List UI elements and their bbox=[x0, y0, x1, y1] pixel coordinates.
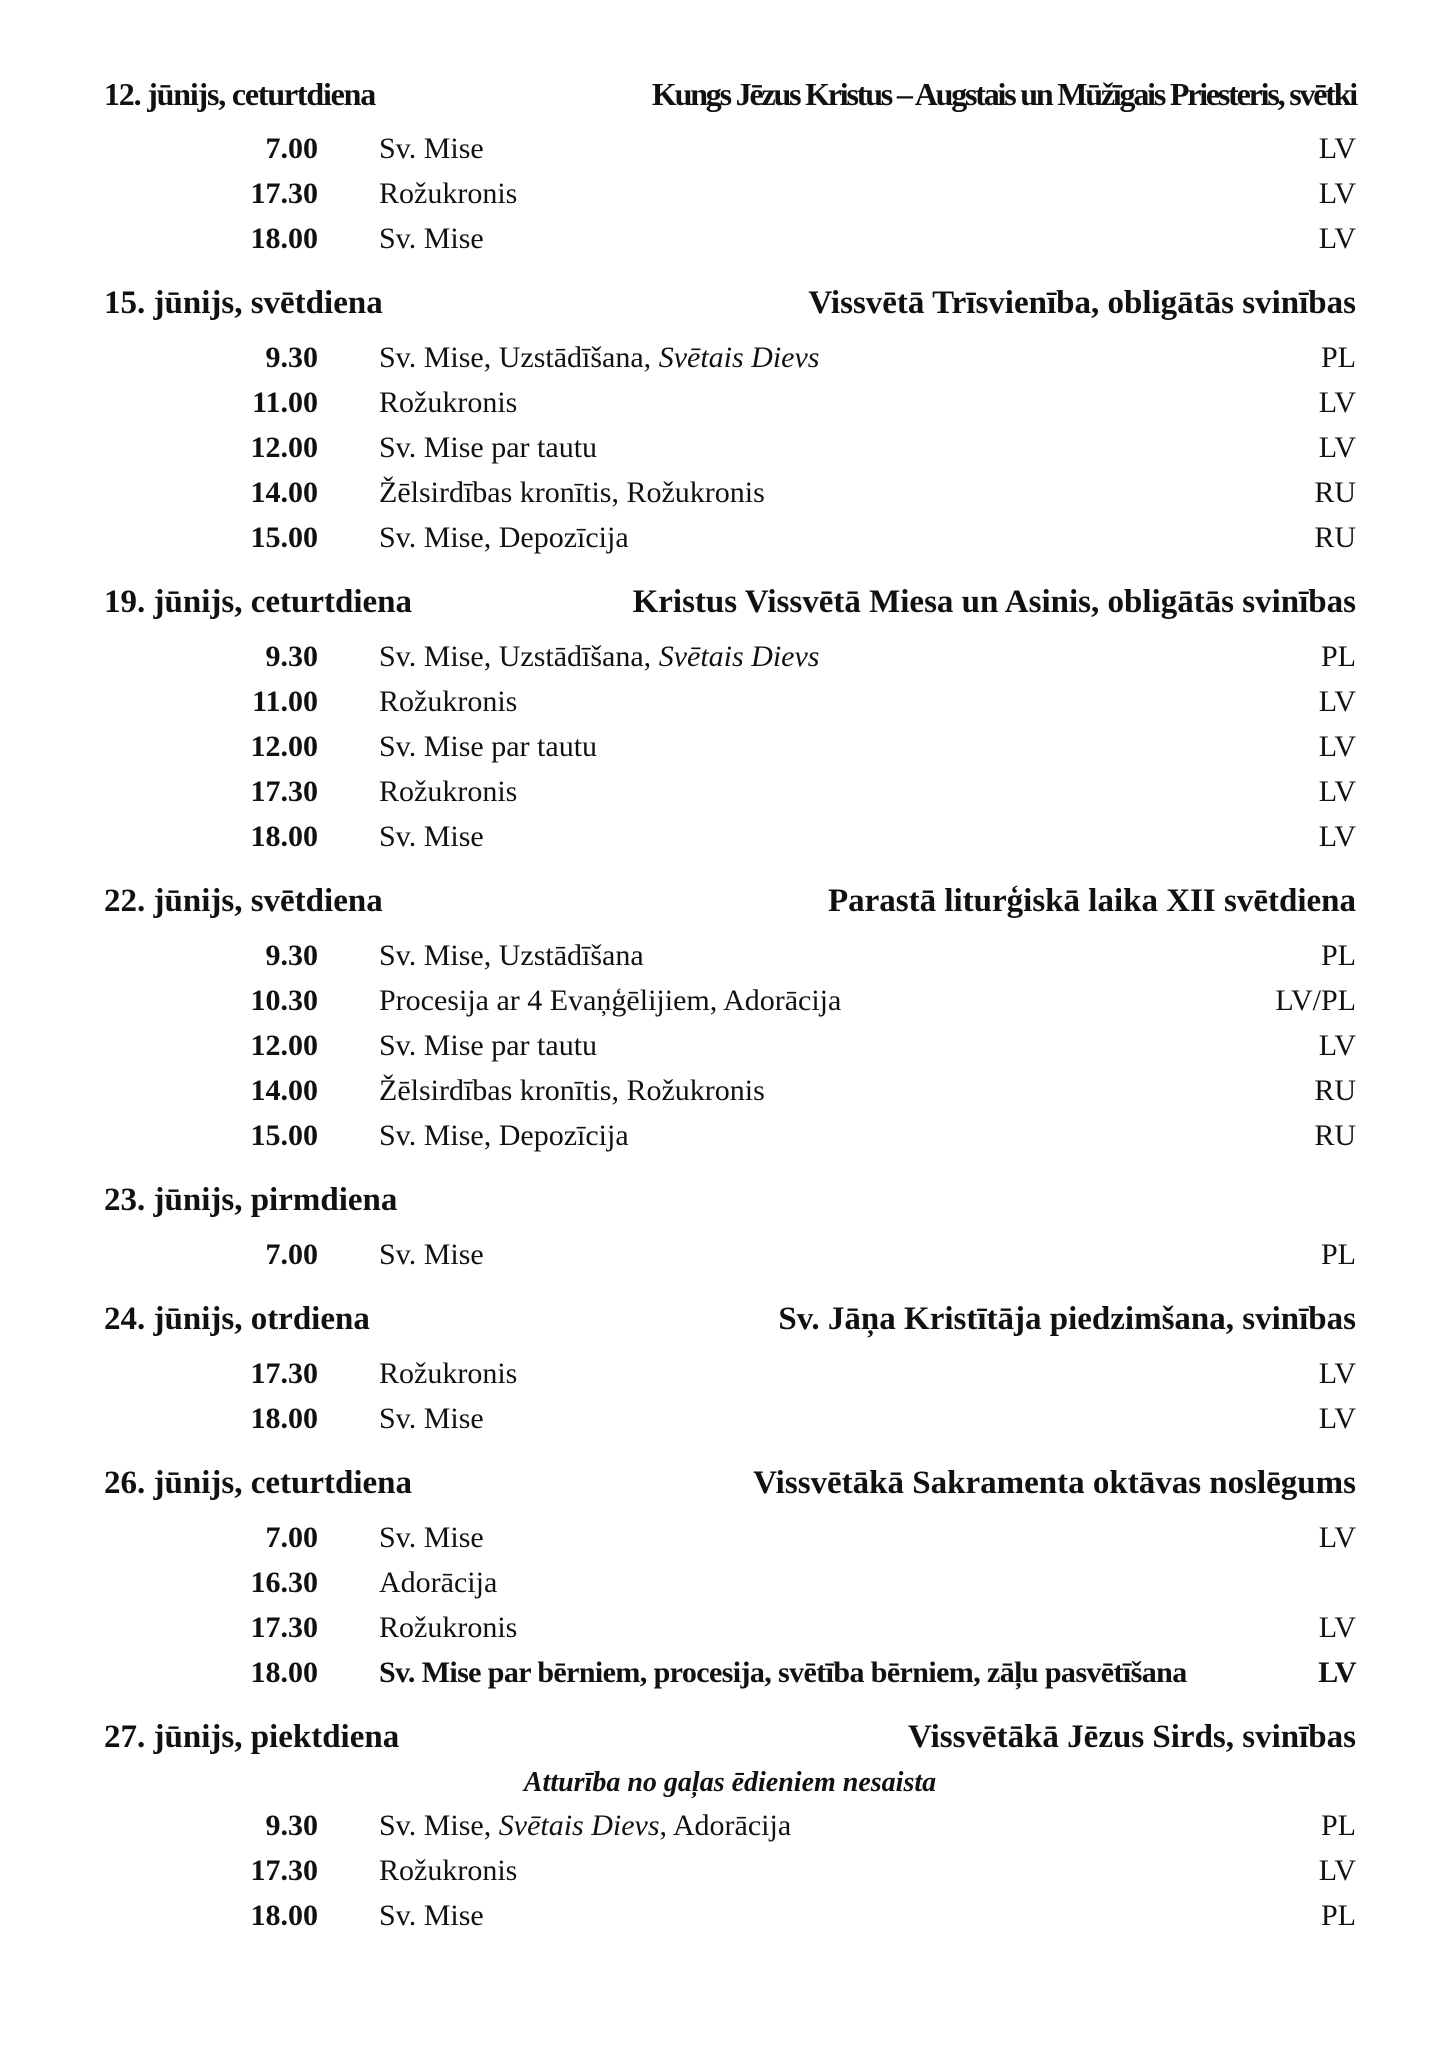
event-description-text: Sv. Mise par tautu bbox=[379, 431, 598, 464]
event-description bbox=[379, 634, 1321, 679]
event-language: PL bbox=[1320, 1809, 1356, 1842]
day-date: 27. jūnijs, piektdiena bbox=[104, 1719, 400, 1755]
event-description-italic: Svētais Dievs bbox=[658, 341, 820, 374]
event-description bbox=[379, 1351, 1319, 1396]
event-description-text: Rožukronis bbox=[379, 177, 518, 210]
event-time: 18.00 bbox=[250, 1402, 318, 1435]
event-time: 15.00 bbox=[250, 521, 318, 554]
event-description bbox=[379, 1848, 1319, 1893]
day-date: 24. jūnijs, otrdiena bbox=[104, 1301, 370, 1337]
event-row bbox=[104, 470, 1356, 515]
schedule-day bbox=[104, 875, 1356, 1158]
event-time: 18.00 bbox=[250, 820, 318, 853]
event-description-text: Rožukronis bbox=[379, 386, 518, 419]
event-language: PL bbox=[1320, 1238, 1356, 1271]
event-description-suffix: , Adorācija bbox=[659, 1809, 792, 1842]
event-row bbox=[104, 724, 1356, 769]
event-time: 17.30 bbox=[250, 775, 318, 808]
event-description-text: Sv. Mise, Depozīcija bbox=[379, 1119, 629, 1152]
day-date: 15. jūnijs, svētdiena bbox=[104, 285, 383, 321]
event-description bbox=[379, 1650, 1318, 1695]
schedule-day bbox=[104, 277, 1356, 560]
event-description-text: Žēlsirdības kronītis, Rožukronis bbox=[379, 476, 765, 509]
event-time: 9.30 bbox=[265, 640, 318, 673]
event-description-text: Sv. Mise bbox=[379, 132, 484, 165]
day-celebration: Vissvētākā Jēzus Sirds, svinības bbox=[907, 1719, 1356, 1755]
event-time: 7.00 bbox=[265, 1238, 318, 1271]
event-description bbox=[379, 1515, 1319, 1560]
event-language: LV bbox=[1318, 1854, 1356, 1887]
event-time: 12.00 bbox=[250, 1029, 318, 1062]
event-time: 7.00 bbox=[265, 132, 318, 165]
event-row bbox=[104, 679, 1356, 724]
event-language: PL bbox=[1320, 939, 1356, 972]
event-row bbox=[104, 126, 1356, 171]
event-description-text: Sv. Mise par tautu bbox=[379, 730, 598, 763]
event-time: 14.00 bbox=[250, 1074, 318, 1107]
day-celebration: Parastā liturģiskā laika XII svētdiena bbox=[827, 883, 1356, 919]
event-language: LV bbox=[1318, 1357, 1356, 1390]
event-description-text: Sv. Mise bbox=[379, 820, 484, 853]
event-language: LV bbox=[1318, 1029, 1356, 1062]
event-time: 16.30 bbox=[250, 1566, 318, 1599]
event-time: 10.30 bbox=[250, 984, 318, 1017]
day-header bbox=[104, 277, 1356, 329]
event-description bbox=[379, 1023, 1319, 1068]
event-description-text: Rožukronis bbox=[379, 1357, 518, 1390]
event-time: 14.00 bbox=[250, 476, 318, 509]
event-time: 17.30 bbox=[250, 1357, 318, 1390]
event-description-text: Sv. Mise bbox=[379, 222, 484, 255]
event-description bbox=[379, 126, 1319, 171]
day-celebration: Kungs Jēzus Kristus – Augstais un Mūžīgais Priesteris, svētki bbox=[651, 76, 1356, 112]
event-description bbox=[379, 1803, 1321, 1848]
event-time: 12.00 bbox=[250, 431, 318, 464]
event-language: PL bbox=[1320, 1899, 1356, 1932]
event-language: PL bbox=[1320, 640, 1356, 673]
event-row bbox=[104, 1068, 1356, 1113]
event-language: LV/PL bbox=[1275, 984, 1356, 1017]
event-description bbox=[379, 978, 1275, 1023]
schedule-day bbox=[104, 68, 1356, 261]
event-language: LV bbox=[1318, 1656, 1356, 1689]
event-row bbox=[104, 1023, 1356, 1068]
event-row bbox=[104, 978, 1356, 1023]
event-description-text: Sv. Mise bbox=[379, 1521, 484, 1554]
event-description bbox=[379, 335, 1321, 380]
event-row bbox=[104, 1232, 1356, 1277]
event-time: 12.00 bbox=[250, 730, 318, 763]
event-description-text: Sv. Mise, Uzstādīšana, bbox=[379, 640, 659, 673]
event-description-text: Sv. Mise par tautu bbox=[379, 1029, 598, 1062]
event-language: RU bbox=[1314, 1119, 1356, 1152]
event-description-italic: Svētais Dievs bbox=[658, 640, 820, 673]
event-time: 18.00 bbox=[250, 222, 318, 255]
event-time: 18.00 bbox=[250, 1899, 318, 1932]
event-time: 9.30 bbox=[265, 341, 318, 374]
day-header bbox=[104, 1457, 1356, 1509]
event-description bbox=[379, 380, 1319, 425]
event-description bbox=[379, 679, 1319, 724]
event-description bbox=[379, 769, 1319, 814]
event-row bbox=[104, 814, 1356, 859]
event-row bbox=[104, 515, 1356, 560]
event-description-text: Sv. Mise, Depozīcija bbox=[379, 521, 629, 554]
event-time: 7.00 bbox=[265, 1521, 318, 1554]
day-celebration: Sv. Jāņa Kristītāja piedzimšana, svinības bbox=[778, 1301, 1356, 1337]
event-row bbox=[104, 1113, 1356, 1158]
day-date: 23. jūnijs, pirmdiena bbox=[104, 1182, 398, 1218]
event-language: LV bbox=[1318, 685, 1356, 718]
event-description-text: Sv. Mise par bērniem, procesija, svētība bērniem, zāļu pasvētīšana bbox=[379, 1656, 1187, 1689]
event-row bbox=[104, 335, 1356, 380]
day-header bbox=[104, 1293, 1356, 1345]
event-language: LV bbox=[1318, 431, 1356, 464]
event-time: 11.00 bbox=[252, 386, 318, 419]
event-row bbox=[104, 1803, 1356, 1848]
event-description-text: Sv. Mise, Uzstādīšana, bbox=[379, 341, 659, 374]
event-description bbox=[379, 470, 1314, 515]
event-description bbox=[379, 171, 1319, 216]
event-time: 15.00 bbox=[250, 1119, 318, 1152]
event-time: 17.30 bbox=[250, 1611, 318, 1644]
schedule-day bbox=[104, 1293, 1356, 1441]
event-row bbox=[104, 1650, 1356, 1695]
day-header bbox=[104, 576, 1356, 628]
event-row bbox=[104, 634, 1356, 679]
event-description-text: Sv. Mise, Uzstādīšana bbox=[379, 939, 644, 972]
schedule-day bbox=[104, 1457, 1356, 1695]
event-time: 18.00 bbox=[250, 1656, 318, 1689]
day-header bbox=[104, 68, 1356, 120]
event-description bbox=[379, 1605, 1319, 1650]
event-language: RU bbox=[1314, 521, 1356, 554]
event-row bbox=[104, 769, 1356, 814]
event-description-text: Adorācija bbox=[379, 1566, 498, 1599]
event-time: 9.30 bbox=[265, 1809, 318, 1842]
day-header bbox=[104, 1711, 1356, 1763]
event-description bbox=[379, 1893, 1321, 1938]
schedule-day bbox=[104, 1711, 1356, 1938]
event-description-text: Sv. Mise, bbox=[379, 1809, 499, 1842]
event-time: 9.30 bbox=[265, 939, 318, 972]
day-date: 26. jūnijs, ceturtdiena bbox=[104, 1465, 412, 1501]
event-row bbox=[104, 1848, 1356, 1893]
event-row bbox=[104, 1396, 1356, 1441]
event-row bbox=[104, 1515, 1356, 1560]
event-language: PL bbox=[1320, 341, 1356, 374]
event-description-text: Sv. Mise bbox=[379, 1402, 484, 1435]
event-language: LV bbox=[1318, 775, 1356, 808]
event-language: LV bbox=[1318, 177, 1356, 210]
event-row bbox=[104, 1893, 1356, 1938]
event-language: LV bbox=[1318, 820, 1356, 853]
event-description-text: Žēlsirdības kronītis, Rožukronis bbox=[379, 1074, 765, 1107]
event-description-italic: Svētais Dievs bbox=[498, 1809, 660, 1842]
event-language: LV bbox=[1318, 132, 1356, 165]
event-description bbox=[379, 1396, 1319, 1441]
day-celebration: Vissvētā Trīsvienība, obligātās svinības bbox=[808, 285, 1356, 321]
event-row bbox=[104, 1605, 1356, 1650]
event-description bbox=[379, 814, 1319, 859]
event-language: LV bbox=[1318, 1611, 1356, 1644]
day-celebration: Vissvētākā Sakramenta oktāvas noslēgums bbox=[753, 1465, 1356, 1501]
event-description bbox=[379, 216, 1319, 261]
event-description-text: Sv. Mise bbox=[379, 1899, 484, 1932]
event-description-text: Rožukronis bbox=[379, 1854, 518, 1887]
day-note: Atturība no gaļas ēdieniem nesaista bbox=[523, 1767, 937, 1798]
day-celebration: Kristus Vissvētā Miesa un Asinis, obligātās svinības bbox=[632, 584, 1356, 620]
event-row bbox=[104, 171, 1356, 216]
event-time: 17.30 bbox=[250, 1854, 318, 1887]
event-description bbox=[379, 425, 1319, 470]
event-language: LV bbox=[1318, 1402, 1356, 1435]
day-date: 22. jūnijs, svētdiena bbox=[104, 883, 383, 919]
event-description bbox=[379, 1232, 1321, 1277]
event-description bbox=[379, 1113, 1314, 1158]
event-row bbox=[104, 380, 1356, 425]
event-row bbox=[104, 933, 1356, 978]
event-language: LV bbox=[1318, 222, 1356, 255]
day-date: 12. jūnijs, ceturtdiena bbox=[104, 76, 376, 112]
event-time: 11.00 bbox=[252, 685, 318, 718]
event-language: LV bbox=[1318, 1521, 1356, 1554]
event-row bbox=[104, 425, 1356, 470]
event-language: LV bbox=[1318, 730, 1356, 763]
event-description bbox=[379, 515, 1314, 560]
event-description bbox=[379, 1560, 1356, 1605]
event-description bbox=[379, 724, 1319, 769]
event-row bbox=[104, 1351, 1356, 1396]
day-header bbox=[104, 875, 1356, 927]
event-description bbox=[379, 933, 1321, 978]
event-description-text: Rožukronis bbox=[379, 685, 518, 718]
event-time: 17.30 bbox=[250, 177, 318, 210]
event-description-text: Rožukronis bbox=[379, 1611, 518, 1644]
schedule-day bbox=[104, 576, 1356, 859]
day-date: 19. jūnijs, ceturtdiena bbox=[104, 584, 412, 620]
event-language: RU bbox=[1314, 1074, 1356, 1107]
event-language: LV bbox=[1318, 386, 1356, 419]
schedule-day bbox=[104, 1174, 1356, 1277]
event-description-text: Rožukronis bbox=[379, 775, 518, 808]
event-description-text: Sv. Mise bbox=[379, 1238, 484, 1271]
day-header bbox=[104, 1174, 1356, 1226]
event-description-text: Procesija ar 4 Evaņģēlijiem, Adorācija bbox=[379, 984, 842, 1017]
event-row bbox=[104, 216, 1356, 261]
event-description bbox=[379, 1068, 1314, 1113]
event-language: RU bbox=[1314, 476, 1356, 509]
schedule-document bbox=[104, 68, 1356, 1954]
event-row bbox=[104, 1560, 1356, 1605]
